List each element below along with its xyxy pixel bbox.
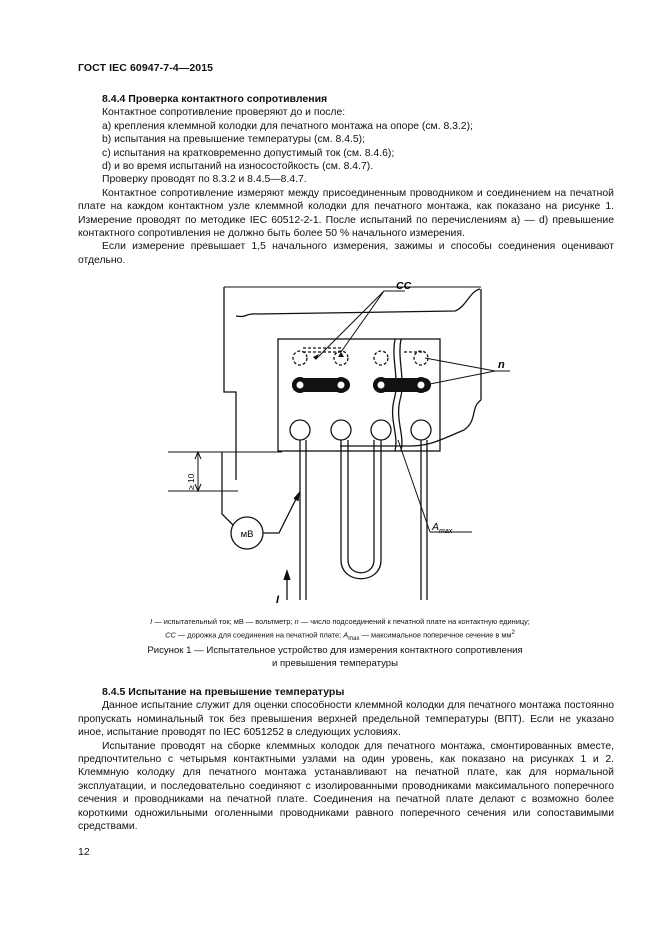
paragraph: Контактное сопротивление проверяют до и после: [102, 107, 346, 119]
label-current: I [276, 594, 280, 606]
screw-circle [290, 420, 310, 440]
section-heading: 8.4.4 Проверка контактного сопротивления [102, 93, 328, 105]
contact-pairs [292, 377, 431, 393]
label-mv: мВ [240, 529, 254, 540]
label-amax: $A_{max}$ [432, 521, 453, 535]
figure-legend [100, 617, 580, 644]
document-header: ГОСТ IEC 60947-7-4—2015 [78, 62, 214, 74]
paragraph: Контактное сопротивление измеряют между присоединенным проводником и соединением на печатной плате на каждом контактном узле клеммной колодки для печатного монтажа, как показано на рисунке 1. Измерение проводят по методике IEC 60512-2-1. После испытаний по перечислениям a) — d) превышение контактного сопротивления не должно быть более 50 % начального измерения. [78, 187, 614, 240]
list-item: c) испытания на кратковременно допустимый ток (см. 8.4.6); [102, 147, 395, 159]
pcb-pin [293, 351, 307, 365]
paragraph: Проверку проводят по 8.3.2 и 8.4.5—8.4.7. [102, 174, 307, 186]
list-item: b) испытания на превышение температуры (см. 8.4.5); [102, 134, 366, 146]
n-leader [425, 358, 495, 371]
break-line [393, 339, 397, 451]
section-8-4-5 [78, 686, 614, 833]
label-n: n [498, 359, 505, 371]
label-cc: CC [396, 280, 412, 292]
figure-caption: Рисунок 1 — Испытательное устройство для измерения контактного сопротивления и превышения температуры [147, 645, 523, 669]
screw-circle [331, 420, 351, 440]
legend-line-2: CC — дорожка для соединения на печатной плате; $A_{max}$ — максимальное поперечное сечение в $мм^2$ [165, 629, 515, 642]
amax-leader [398, 440, 430, 532]
paragraph: Испытание проводят на сборке клеммных колодок для печатного монтажа, смонтированных вместе, предпочтительно с четырьмя контактными узлами на один уровень, как показано на рисунках 1 и 2. Клеммную колодку для печатного монтажа устанавливают на печатной плате, как для нормальной эксплуатации, и последовательно соединяют с изолированными проводниками максимального поперечного сечения и проводниками на печатной плате. Соединения на печатной плате делают с возможно более короткими одножильными оголенными проводниками равного поперечного сечения или сопоставимыми средствами. [78, 740, 614, 833]
board-outline-bottom [340, 400, 481, 446]
conductor-loop [341, 440, 381, 579]
screw-circle [371, 420, 391, 440]
paragraph: Данное испытание служит для оценки способности клеммной колодки для печатного монтажа постоянно пропускать номинальный ток без превышения верхней предельной температуры (ВПТ). Если не указано иное, испытание проводят по IEC 6051252 в следующих условиях. [78, 700, 614, 739]
list-item: a) крепления клеммной колодки для печатного монтажа на опоре (см. 8.3.2); [102, 120, 473, 132]
board-outline-top [236, 289, 480, 316]
paragraph: Если измерение превышает 1,5 начального измерения, зажимы и способы соединения оценивают отдельно. [78, 241, 614, 266]
screw-circle [411, 420, 431, 440]
cc-leader [316, 291, 384, 359]
section-heading: 8.4.5 Испытание на превышение температуры [102, 686, 345, 698]
pcb-pin [374, 351, 388, 365]
list-item: d) и во время испытаний на износостойкость (см. 8.4.7). [102, 161, 374, 173]
label-dimension: ≥ 10 [186, 473, 196, 490]
terminal-block [278, 339, 440, 451]
legend-line-1: I — испытательный ток; мВ — вольтметр; n — число подсоединений к печатной плате на контактную единицу; [150, 617, 530, 626]
board-outline-left [224, 287, 236, 480]
page-number: 12 [78, 846, 90, 858]
